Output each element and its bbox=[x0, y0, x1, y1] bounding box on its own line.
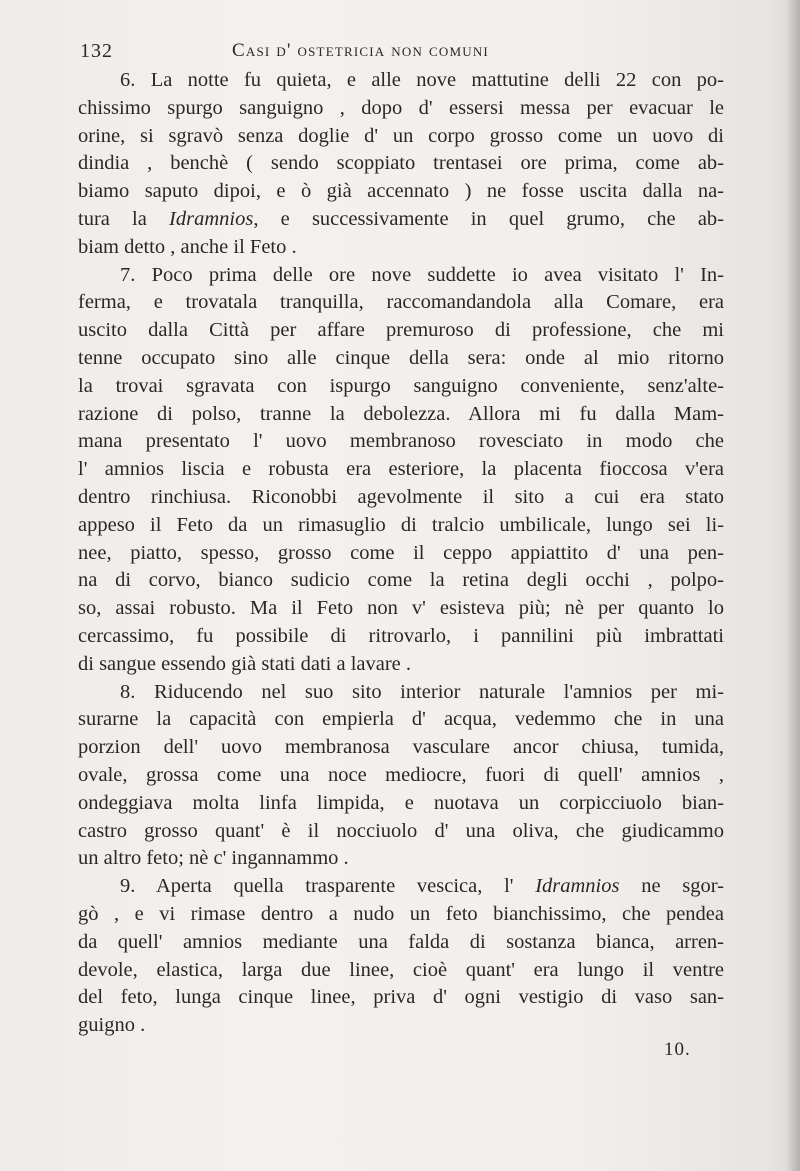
italic-term: Idramnios bbox=[169, 207, 254, 230]
text-line: di sangue essendo già stati dati a lavare . bbox=[78, 652, 412, 675]
text-line: la trovai sgravata con ispurgo sanguigno conveniente, senz'alte- bbox=[78, 374, 724, 397]
text-line: ovale, grossa come una noce mediocre, fuori di quell' amnios , bbox=[78, 763, 724, 786]
text-line: castro grosso quant' è il nocciuolo d' una oliva, che giudicammo bbox=[78, 819, 724, 842]
text-line: biamo saputo dipoi, e ò già accennato ) ne fosse uscita dalla na- bbox=[78, 180, 724, 203]
text-line: porzion dell' uovo membranosa vasculare ancor chiusa, tumida, bbox=[78, 736, 724, 759]
text-line: 7. Poco prima delle ore nove suddette io avea visitato l' In- bbox=[120, 263, 724, 286]
text-line: da quell' amnios mediante una falda di sostanza bianca, arren- bbox=[78, 930, 724, 953]
italic-term: Idramnios bbox=[535, 875, 620, 898]
text-line: cercassimo, fu possibile di ritrovarlo, i pannilini più imbrattati bbox=[78, 624, 724, 647]
text-line: tura la Idramnios, e successivamente in quel grumo, che ab- bbox=[78, 207, 724, 230]
text-line: ondeggiava molta linfa limpida, e nuotava un corpicciuolo bian- bbox=[78, 791, 724, 814]
text-line: tenne occupato sino alle cinque della sera: onde al mio ritorno bbox=[78, 346, 724, 369]
text-line: ferma, e trovatala tranquilla, raccomandandola alla Comare, era bbox=[78, 291, 724, 314]
text-line: un altro feto; nè c' ingannammo . bbox=[78, 847, 349, 870]
text-line: uscito dalla Città per affare premuroso di professione, che mi bbox=[78, 319, 724, 342]
text-line: del feto, lunga cinque linee, priva d' ogni vestigio di vaso san- bbox=[78, 986, 724, 1009]
page-gutter-shadow bbox=[786, 0, 800, 1171]
running-title: Casi d' ostetricia non comuni bbox=[232, 40, 489, 61]
text-line: devole, elastica, larga due linee, cioè quant' era lungo il ventre bbox=[78, 958, 724, 981]
text-line: dentro rinchiusa. Riconobbi agevolmente il sito a cui era stato bbox=[78, 485, 724, 508]
text-line: biam detto , anche il Feto . bbox=[78, 235, 297, 258]
text-line: razione di polso, tranne la debolezza. Allora mi fu dalla Mam- bbox=[78, 402, 724, 425]
page-header bbox=[80, 40, 740, 70]
text-line: appeso il Feto da un rimasuglio di tralcio umbilicale, lungo sei li- bbox=[78, 513, 724, 536]
text-line: nee, piatto, spesso, grosso come il ceppo appiattito d' una pen- bbox=[78, 541, 724, 564]
text-line: so, assai robusto. Ma il Feto non v' esisteva più; nè per quanto lo bbox=[78, 597, 724, 620]
body-text bbox=[78, 67, 724, 1040]
page-number: 132 bbox=[80, 40, 113, 62]
text-line: gò , e vi rimase dentro a nudo un feto bianchissimo, che pendea bbox=[78, 902, 724, 925]
text-line: na di corvo, bianco sudicio come la retina degli occhi , polpo- bbox=[78, 569, 724, 592]
text-line: 9. Aperta quella trasparente vescica, l' Idramnios ne sgor- bbox=[120, 875, 724, 898]
text-line: dindia , benchè ( sendo scoppiato trentasei ore prima, come ab- bbox=[78, 152, 724, 175]
text-line: guigno . bbox=[78, 1014, 146, 1037]
text-line: mana presentato l' uovo membranoso rovesciato in modo che bbox=[78, 430, 724, 453]
text-line: chissimo spurgo sanguigno , dopo d' essersi messa per evacuar le bbox=[78, 96, 724, 119]
text-line: orine, si sgravò senza doglie d' un corpo grosso come un uovo di bbox=[78, 124, 724, 147]
text-line: surarne la capacità con empierla d' acqua, vedemmo che in una bbox=[78, 708, 724, 731]
text-line: 8. Riducendo nel suo sito interior naturale l'amnios per mi- bbox=[120, 680, 724, 703]
text-line: 6. La notte fu quieta, e alle nove mattutine delli 22 con po- bbox=[120, 69, 724, 91]
catchword: 10. bbox=[664, 1039, 691, 1060]
text-line: l' amnios liscia e robusta era esteriore, la placenta fioccosa v'era bbox=[78, 458, 724, 481]
